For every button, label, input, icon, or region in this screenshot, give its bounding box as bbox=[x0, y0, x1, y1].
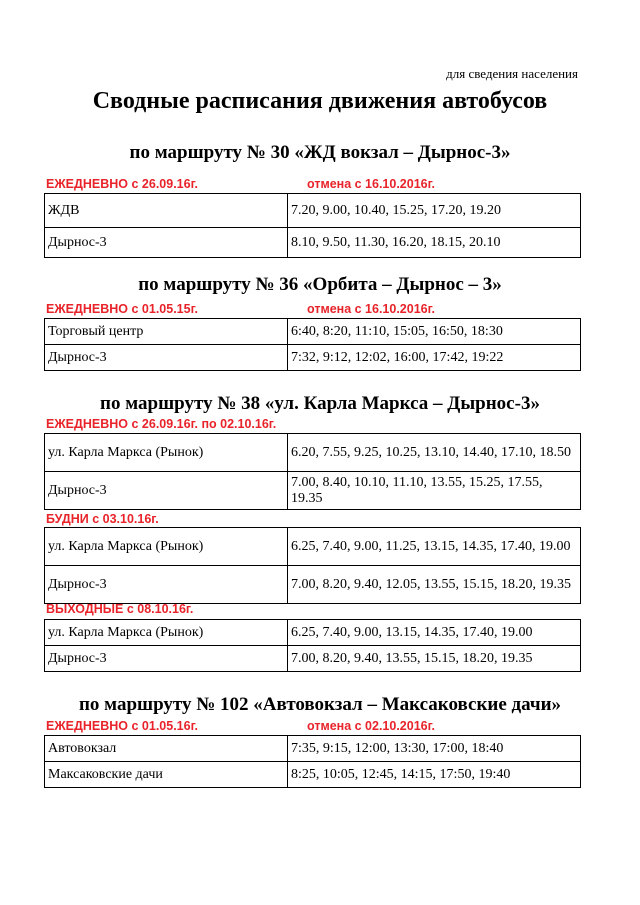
route-36-table bbox=[44, 318, 581, 371]
cancel-notice: отмена с 02.10.2016г. bbox=[307, 719, 436, 733]
cancel-notice: отмена с 16.10.2016г. bbox=[307, 177, 436, 191]
schedule-period: ВЫХОДНЫЕ с 08.10.16г. bbox=[46, 602, 194, 616]
table-row bbox=[45, 620, 581, 646]
stop-name: Дырнос-3 bbox=[45, 472, 288, 510]
stop-name: Дырнос-3 bbox=[45, 646, 288, 672]
departure-times: 7.00, 8.20, 9.40, 13.55, 15.15, 18.20, 19.35 bbox=[288, 646, 581, 672]
departure-times: 7:35, 9:15, 12:00, 13:30, 17:00, 18:40 bbox=[288, 736, 581, 762]
route-102-title: по маршруту № 102 «Автовокзал – Максаковские дачи» bbox=[78, 694, 562, 715]
stop-name: Торговый центр bbox=[45, 319, 288, 345]
route-102-table bbox=[44, 735, 581, 788]
schedule-period: ЕЖЕДНЕВНО с 26.09.16г. bbox=[46, 177, 199, 191]
stop-name: Максаковские дачи bbox=[45, 762, 288, 788]
route-36-schedule-label bbox=[46, 302, 436, 316]
departure-times: 6.25, 7.40, 9.00, 13.15, 14.35, 17.40, 19.00 bbox=[288, 620, 581, 646]
table-row bbox=[45, 472, 581, 510]
departure-times: 6:40, 8:20, 11:10, 15:05, 16:50, 18:30 bbox=[288, 319, 581, 345]
stop-name: ул. Карла Маркса (Рынок) bbox=[45, 434, 288, 472]
route-102-schedule-label bbox=[46, 719, 436, 733]
cancel-notice: отмена с 16.10.2016г. bbox=[307, 302, 436, 316]
table-row bbox=[45, 345, 581, 371]
stop-name: Дырнос-3 bbox=[45, 566, 288, 604]
route-38-daily-label bbox=[46, 417, 276, 431]
table-row bbox=[45, 528, 581, 566]
route-38-weekdays-label bbox=[46, 512, 159, 526]
departure-times: 8.10, 9.50, 11.30, 16.20, 18.15, 20.10 bbox=[288, 228, 581, 258]
route-38-weekdays-table bbox=[44, 527, 581, 604]
stop-name: ЖДВ bbox=[45, 194, 288, 228]
table-row bbox=[45, 194, 581, 228]
route-30-title: по маршруту № 30 «ЖД вокзал – Дырнос-3» bbox=[129, 142, 511, 163]
table-row bbox=[45, 319, 581, 345]
page-note: для сведения населения bbox=[446, 66, 578, 81]
stop-name: ул. Карла Маркса (Рынок) bbox=[45, 620, 288, 646]
departure-times: 6.20, 7.55, 9.25, 10.25, 13.10, 14.40, 17.10, 18.50 bbox=[288, 434, 581, 472]
departure-times: 6.25, 7.40, 9.00, 11.25, 13.15, 14.35, 17.40, 19.00 bbox=[288, 528, 581, 566]
departure-times: 7.00, 8.40, 10.10, 11.10, 13.55, 15.25, 17.55, 19.35 bbox=[288, 472, 581, 510]
table-row bbox=[45, 434, 581, 472]
schedule-period: ЕЖЕДНЕВНО с 01.05.16г. bbox=[46, 719, 199, 733]
stop-name: Дырнос-3 bbox=[45, 345, 288, 371]
table-row bbox=[45, 736, 581, 762]
departure-times: 7.00, 8.20, 9.40, 12.05, 13.55, 15.15, 18.20, 19.35 bbox=[288, 566, 581, 604]
table-row bbox=[45, 762, 581, 788]
departure-times: 8:25, 10:05, 12:45, 14:15, 17:50, 19:40 bbox=[288, 762, 581, 788]
route-38-daily-table bbox=[44, 433, 581, 510]
departure-times: 7.20, 9.00, 10.40, 15.25, 17.20, 19.20 bbox=[288, 194, 581, 228]
route-38-weekends-label bbox=[46, 602, 193, 616]
stop-name: Автовокзал bbox=[45, 736, 288, 762]
page-title: Сводные расписания движения автобусов bbox=[92, 88, 548, 114]
route-36-title: по маршруту № 36 «Орбита – Дырнос – 3» bbox=[138, 274, 502, 295]
stop-name: ул. Карла Маркса (Рынок) bbox=[45, 528, 288, 566]
table-row bbox=[45, 646, 581, 672]
stop-name: Дырнос-3 bbox=[45, 228, 288, 258]
route-30-schedule-label bbox=[46, 177, 436, 191]
departure-times: 7:32, 9:12, 12:02, 16:00, 17:42, 19:22 bbox=[288, 345, 581, 371]
schedule-period: ЕЖЕДНЕВНО с 26.09.16г. по 02.10.16г. bbox=[46, 417, 277, 431]
table-row bbox=[45, 228, 581, 258]
table-row bbox=[45, 566, 581, 604]
route-30-table bbox=[44, 193, 581, 258]
schedule-period: ЕЖЕДНЕВНО с 01.05.15г. bbox=[46, 302, 199, 316]
schedule-period: БУДНИ с 03.10.16г. bbox=[46, 512, 159, 526]
route-38-weekends-table bbox=[44, 619, 581, 672]
route-38-title: по маршруту № 38 «ул. Карла Маркса – Дырнос-3» bbox=[100, 393, 540, 414]
